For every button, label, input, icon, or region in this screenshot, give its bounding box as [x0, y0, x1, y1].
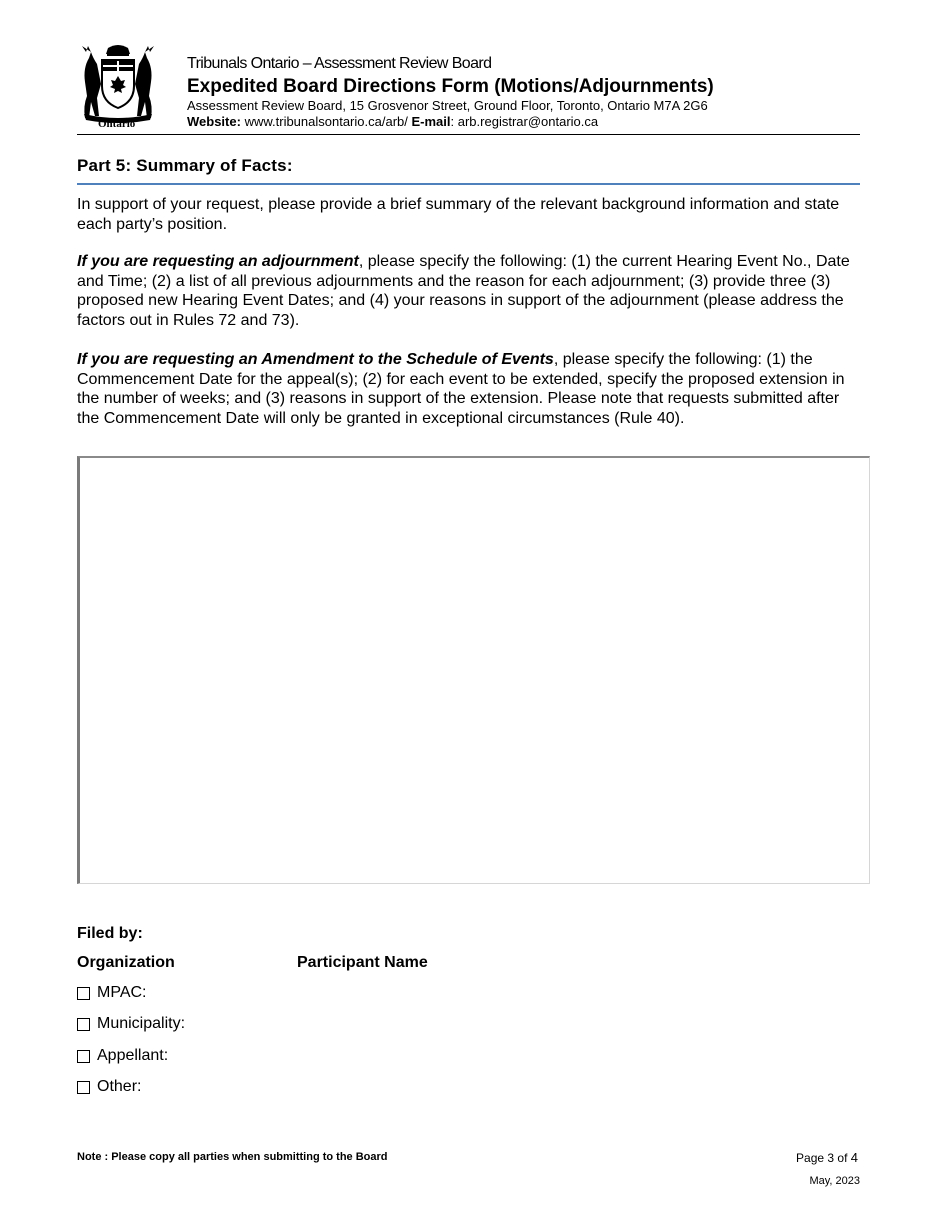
header-divider — [77, 134, 860, 135]
footer-note: Note : Please copy all parties when submitting to the Board — [77, 1151, 388, 1163]
adjournment-lead: If you are requesting an adjournment — [77, 253, 359, 270]
header-organization: Tribunals Ontario – Assessment Review Board — [187, 55, 492, 72]
email-label: E-mail — [411, 114, 451, 129]
option-municipality[interactable] — [77, 1015, 185, 1033]
section-divider — [77, 183, 860, 185]
participant-name-header: Participant Name — [297, 954, 428, 971]
option-label: Municipality: — [97, 1015, 186, 1032]
option-appellant[interactable] — [77, 1047, 168, 1065]
option-other[interactable] — [77, 1078, 141, 1096]
section-title: Part 5: Summary of Facts: — [77, 156, 293, 175]
website-label: Website: — [187, 114, 241, 129]
adjournment-instructions: , please specify the following: (1) the current Hearing Event No., Date and Time; (2) a list of all previous adjournments and the reason for each adjournment; (3) provide three (3) proposed new Hearing Event Dates; and (4) your reasons in support of the adjournment (please address the factors out in Rules 72 and 73). — [77, 253, 850, 329]
other-checkbox[interactable] — [77, 1081, 90, 1094]
organization-header: Organization — [77, 954, 175, 971]
form-title: Expedited Board Directions Form (Motions/Adjournments) — [187, 76, 714, 97]
form-date: May, 2023 — [809, 1175, 860, 1187]
website-link[interactable]: www.tribunalsontario.ca/arb/ — [244, 114, 408, 129]
mpac-checkbox[interactable] — [77, 987, 90, 1000]
option-mpac[interactable] — [77, 984, 146, 1002]
option-label: MPAC: — [97, 984, 147, 1001]
option-label: Appellant: — [97, 1047, 169, 1064]
adjournment-paragraph — [77, 252, 862, 330]
municipality-checkbox[interactable] — [77, 1018, 90, 1031]
page-total: 4 — [850, 1150, 858, 1165]
page-prefix: Page 3 of — [796, 1151, 848, 1165]
amendment-lead: If you are requesting an Amendment to the Schedule of Events — [77, 351, 554, 368]
filed-by-label: Filed by: — [77, 925, 143, 942]
header-address: Assessment Review Board, 15 Grosvenor Street, Ground Floor, Toronto, Ontario M7A 2G6 — [187, 98, 708, 113]
intro-paragraph: In support of your request, please provide a brief summary of the relevant background information and state each party’s position. — [77, 196, 840, 233]
page-number — [796, 1150, 858, 1165]
appellant-checkbox[interactable] — [77, 1050, 90, 1063]
email-link[interactable]: arb.registrar@ontario.ca — [457, 114, 599, 129]
amendment-instructions: , please specify the following: (1) the Commencement Date for the appeal(s); (2) for each event to be extended, specify the proposed extension in the number of weeks; and (3) reasons in support of the extension. Please note that requests submitted after the Commencement Date will only be granted in exceptional circumstances (Rule 40). — [77, 351, 845, 427]
logo-caption: Ontario — [98, 118, 136, 130]
header-contact-line: Website: www.tribunalsontario.ca/arb/ E-mail: arb.registrar@ontario.ca — [187, 114, 599, 129]
summary-of-facts-textbox[interactable] — [77, 456, 870, 884]
option-label: Other: — [97, 1078, 142, 1095]
amendment-paragraph — [77, 350, 862, 428]
